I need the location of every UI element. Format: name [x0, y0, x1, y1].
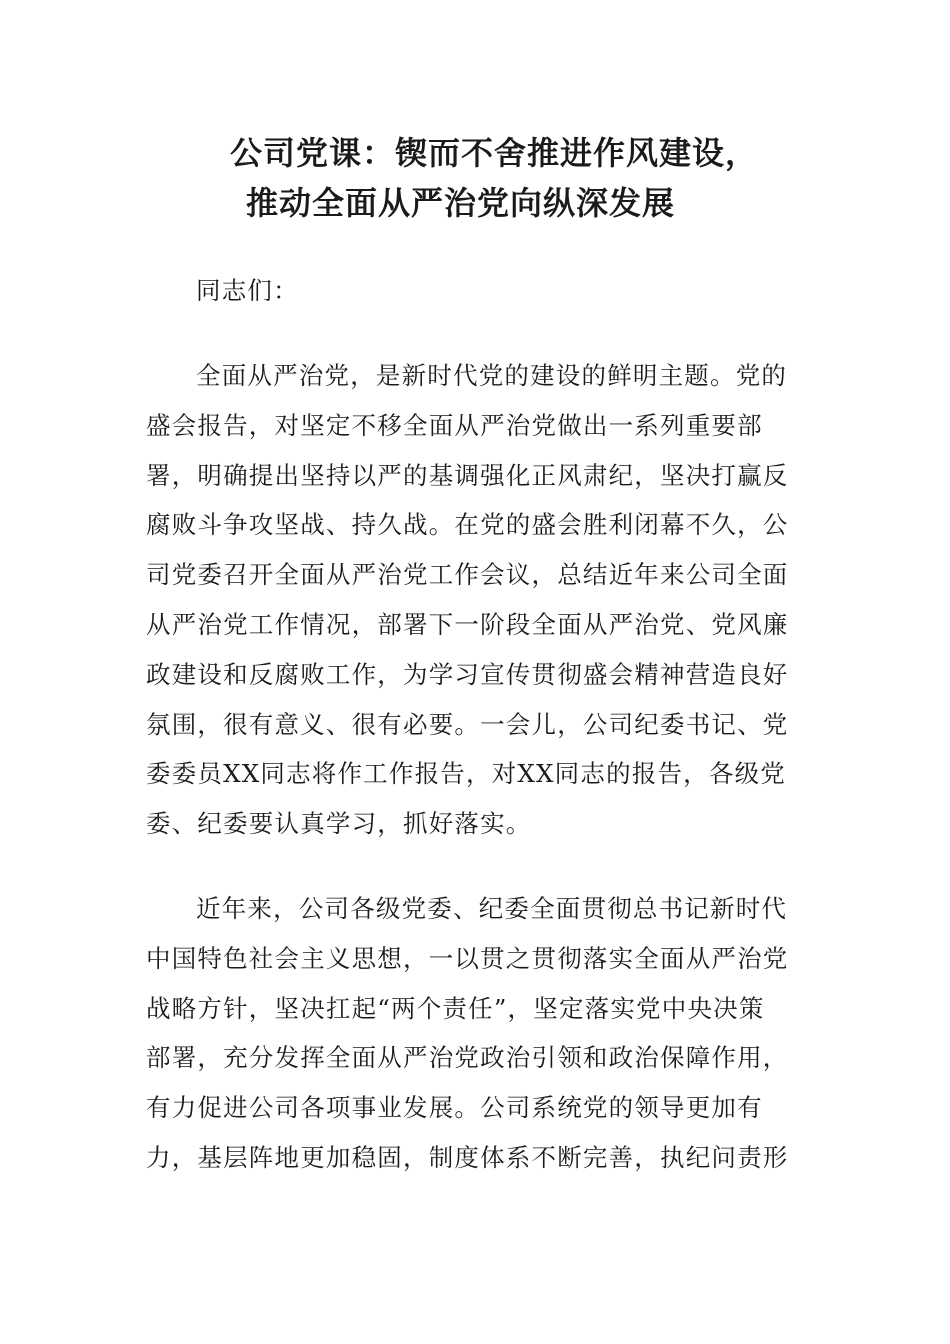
paragraph — [146, 351, 789, 849]
paragraph-line: 署，明确提出坚持以严的基调强化正风肃纪，坚决打赢反 — [146, 460, 789, 490]
title-line: 公司党课：锲而不舍推进作风建设， — [230, 134, 759, 172]
paragraph-line: 全面从严治党，是新时代党的建设的鲜明主题。党的 — [196, 361, 788, 390]
paragraph-line: 部署，充分发挥全面从严治党政治引领和政治保障作用， — [146, 1043, 789, 1073]
paragraph-line: 有力促进公司各项事业发展。公司系统党的领导更加有 — [146, 1093, 763, 1123]
paragraph-line: 战略方针，坚决扛起“两个责任”，坚定落实党中央决策 — [146, 993, 765, 1023]
paragraph-line: 司党委召开全面从严治党工作会议，总结近年来公司全面 — [146, 560, 789, 590]
paragraph-line: 委、纪委要认真学习，抓好落实。 — [146, 809, 532, 839]
paragraph-line: 盛会报告，对坚定不移全面从严治党做出一系列重要部 — [146, 410, 763, 440]
paragraph-line: 腐败斗争攻坚战、持久战。在党的盛会胜利闭幕不久，公 — [146, 510, 789, 540]
paragraph-line: 中国特色社会主义思想，一以贯之贯彻落实全面从严治党 — [146, 943, 789, 973]
paragraph-line: 力，基层阵地更加稳固，制度体系不断完善，执纪问责形 — [146, 1142, 789, 1172]
salutation: 同志们： — [196, 276, 299, 305]
paragraph-line: 近年来，公司各级党委、纪委全面贯彻总书记新时代 — [196, 894, 788, 923]
paragraph-line: 委委员XX同志将作工作报告，对XX同志的报告，各级党 — [146, 759, 786, 789]
paragraph-line: 从严治党工作情况，部署下一阶段全面从严治党、党风廉 — [146, 609, 789, 639]
title-line: 推动全面从严治党向纵深发展 — [246, 184, 676, 222]
paragraph — [146, 884, 789, 1183]
paragraph-line: 氛围，很有意义、很有必要。一会儿，公司纪委书记、党 — [146, 709, 789, 739]
paragraph-line: 政建设和反腐败工作，为学习宣传贯彻盛会精神营造良好 — [146, 659, 789, 689]
